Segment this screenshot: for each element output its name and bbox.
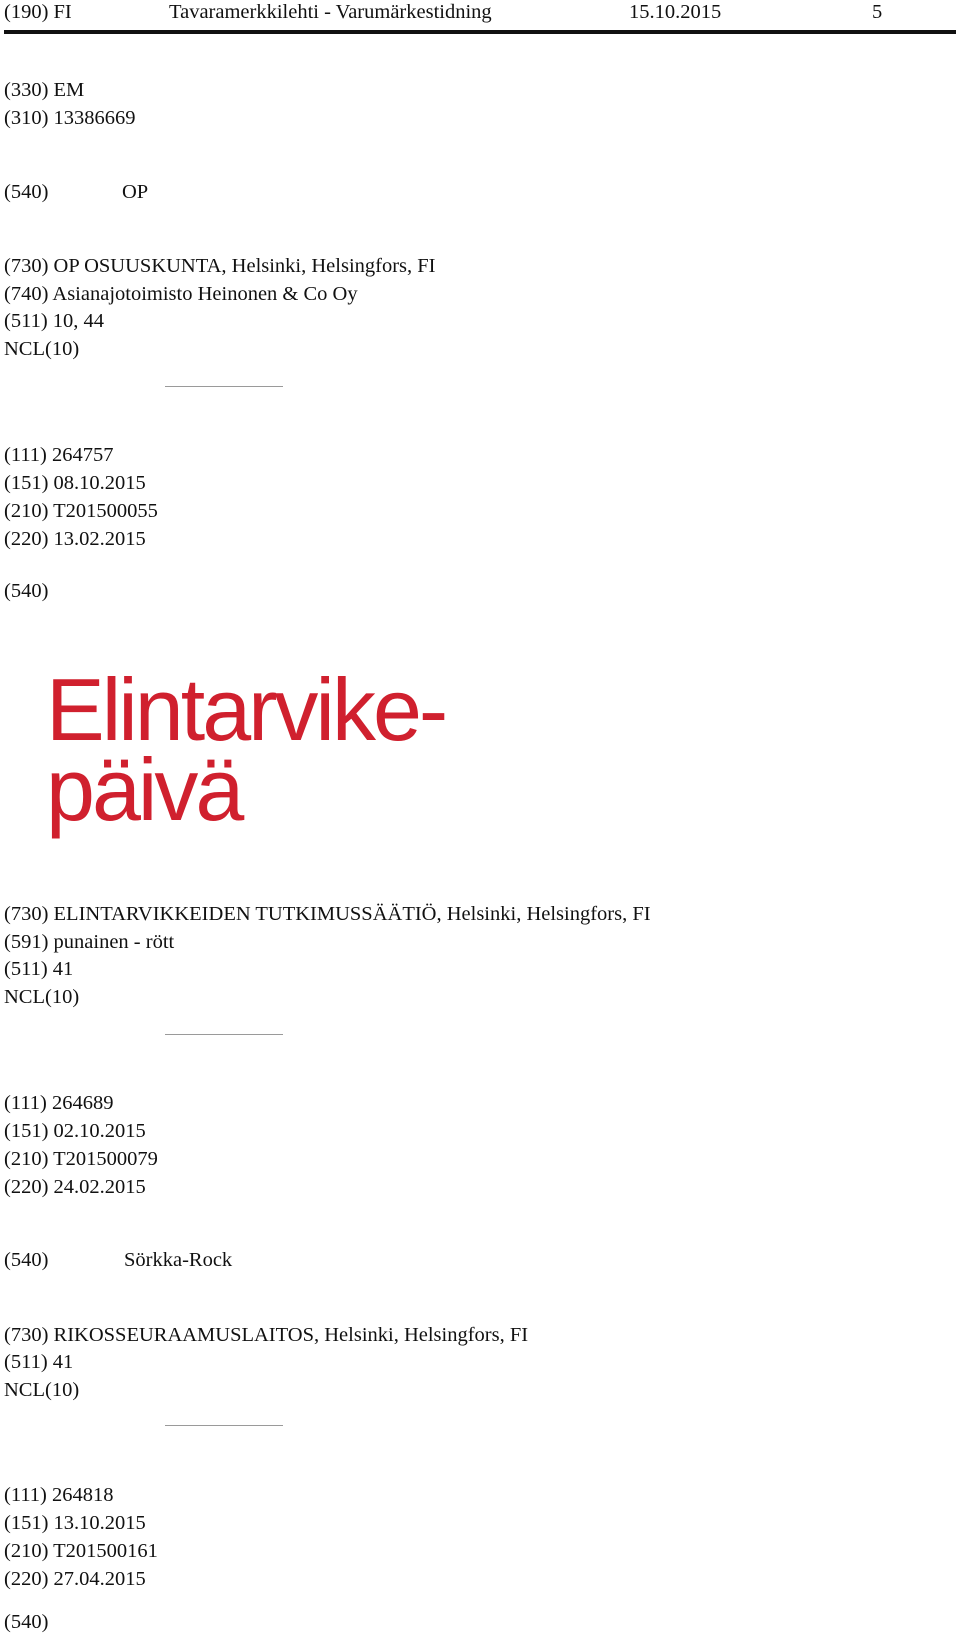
- entry-separator: [165, 386, 283, 387]
- field-151: (151) 08.10.2015: [4, 472, 146, 494]
- field-220: (220) 24.02.2015: [4, 1176, 146, 1198]
- field-511: (511) 41: [4, 1351, 74, 1373]
- field-220: (220) 27.04.2015: [4, 1568, 146, 1590]
- field-540-label: (540): [4, 181, 49, 203]
- field-591: (591) punainen - rött: [4, 931, 175, 953]
- entry-separator: [165, 1425, 283, 1426]
- field-540-label: (540): [4, 580, 49, 602]
- field-151: (151) 13.10.2015: [4, 1512, 146, 1534]
- header-date: 15.10.2015: [629, 1, 722, 23]
- field-111: (111) 264818: [4, 1484, 114, 1506]
- field-ncl: NCL(10): [4, 986, 80, 1008]
- header-publication-title: Tavaramerkkilehti - Varumärkestidning: [169, 1, 492, 23]
- field-ncl: NCL(10): [4, 338, 80, 360]
- field-ncl: NCL(10): [4, 1379, 80, 1401]
- field-730: (730) ELINTARVIKKEIDEN TUTKIMUSSÄÄTIÖ, Helsinki, Helsingfors, FI: [4, 903, 651, 925]
- entry-separator: [165, 1034, 283, 1035]
- field-740: (740) Asianajotoimisto Heinonen & Co Oy: [4, 283, 358, 305]
- field-210: (210) T201500079: [4, 1148, 158, 1170]
- field-310: (310) 13386669: [4, 107, 136, 129]
- field-151: (151) 02.10.2015: [4, 1120, 146, 1142]
- figurative-mark-logo: [10, 640, 500, 855]
- field-210: (210) T201500161: [4, 1540, 158, 1562]
- field-330: (330) EM: [4, 79, 85, 101]
- logo-text-line1: Elintarvike-: [46, 660, 446, 759]
- field-540-label: (540): [4, 1611, 49, 1633]
- logo-text-line2: päivä: [46, 740, 242, 839]
- field-730: (730) OP OSUUSKUNTA, Helsinki, Helsingfors, FI: [4, 255, 436, 277]
- field-210: (210) T201500055: [4, 500, 158, 522]
- header-page-number: 5: [872, 1, 883, 23]
- field-111: (111) 264689: [4, 1092, 114, 1114]
- field-540-label: (540): [4, 1249, 49, 1271]
- field-220: (220) 13.02.2015: [4, 528, 146, 550]
- word-mark: Sörkka-Rock: [124, 1249, 233, 1271]
- field-111: (111) 264757: [4, 444, 114, 466]
- field-730: (730) RIKOSSEURAAMUSLAITOS, Helsinki, Helsingfors, FI: [4, 1324, 529, 1346]
- field-511: (511) 41: [4, 958, 74, 980]
- page-header: [4, 0, 956, 34]
- header-country-code: (190) FI: [4, 1, 72, 23]
- word-mark: OP: [122, 181, 149, 203]
- field-511: (511) 10, 44: [4, 310, 105, 332]
